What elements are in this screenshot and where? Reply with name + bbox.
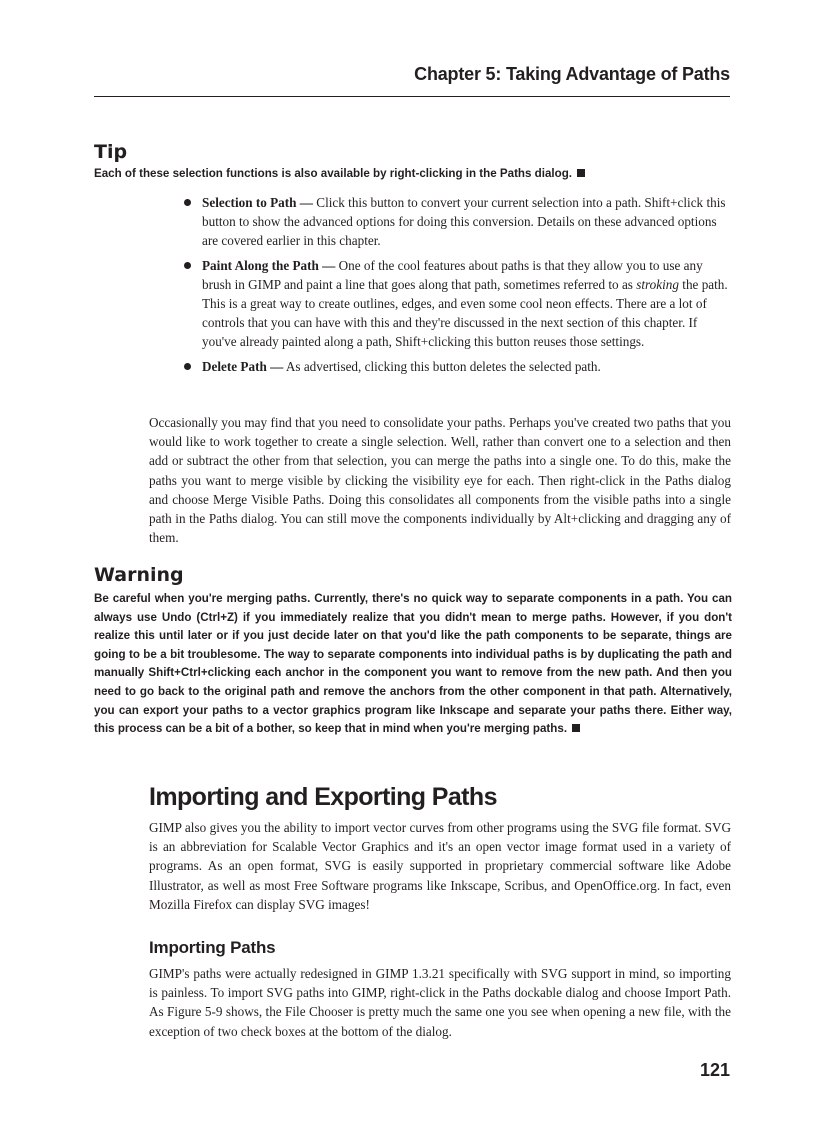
running-header: Chapter 5: Taking Advantage of Paths [414,64,730,84]
end-mark-icon [572,724,580,732]
consolidate-paragraph: Occasionally you may find that you need to consolidate your paths. Perhaps you've created two paths that you would like to work together to create a single selection. Well, rather than convert one to a selection and then add or subtract the other from that selection, you can merge the paths into a single one. To do this, make the paths you want to merge visible by clicking the visibility eye for each. Then right-click in the Paths dialog and choose Merge Visible Paths. Doing this consolidates all components from the visible paths into a single path in the Paths dialog. You can still move the components individually by Alt+clicking and dragging any of them. [149,415,731,546]
header-rule [94,96,730,97]
tip-label: Tip [94,141,128,163]
page-number: 121 [699,1060,730,1080]
warning-body: Be careful when you're merging paths. Currently, there's no quick way to separate components in a path. You can always use Undo (Ctrl+Z) if you immediately realize that you didn't mean to merge paths. However, if you don't realize this until later or if you just decide later on that you'd like the path components to be separate, things are going to be a bit troublesome. The way to separate components into individual paths is by duplicating the path and manually Shift+Ctrl+clicking each anchor in the component you want to remove from the new path. And then you need to go back to the original path and remove the anchors from the other component in that path. Alternatively, you can export your paths to a vector graphics program like Inkscape and separate your paths there. Either way, this process can be a bit of a bother, so keep that in mind when you're merging paths. [94,592,732,736]
bullet-icon [184,363,191,370]
list-item-term: Paint Along the Path — [202,257,336,273]
subsection-paragraph: GIMP's paths were actually redesigned in GIMP 1.3.21 specifically with SVG support in mind, so importing is painless. To import SVG paths into GIMP, right-click in the Paths dockable dialog and choose Import Path. As Figure 5-9 shows, the File Chooser is pretty much the same one you see when opening a new file, with the exception of two check boxes at the bottom of the dialog. [149,966,731,1039]
tip-body: Each of these selection functions is also available by right-clicking in the Paths dialog. [94,167,573,180]
end-mark-icon [577,169,585,177]
bullet-icon [184,262,191,269]
list-item-text: the path. This is a great way to create outlines, edges, and even some cool neon effects. There are a lot of controls that you can have with this and they're discussed in the next section of this chapter. If you've already painted along a path, Shift+clicking this button reuses those settings. [202,276,728,350]
warning-text [94,590,732,739]
list-item-text: As advertised, clicking this button deletes the selected path. [285,358,601,374]
bullet-icon [184,199,191,206]
list-item-term: Selection to Path — [202,195,313,210]
list-item [183,193,731,251]
list-item-emphasis: stroking [636,276,679,292]
tip-text [94,165,732,184]
list-item-text: One of the cool features about paths is that they allow you to use any brush in GIMP and paint a line that goes along that path, sometimes referred to as [202,257,703,292]
section-paragraph: GIMP also gives you the ability to import vector curves from other programs using the SVG file format. SVG is an abbreviation for Scalable Vector Graphics and it's an open vector image format used in a variety of programs. As an open format, SVG is easily supported in proprietary commercial software like Adobe Illustrator, as well as most Free Software programs like Inkscape, Scribus, and OpenOffice.org. In fact, even Mozilla Firefox can display SVG images! [149,820,731,912]
subsection-heading: Importing Paths [149,938,276,957]
list-item-text: Click this button to convert your current selection into a path. Shift+click this button to show the advanced options for doing this conversion. Details on these advanced options are covered earlier in this chapter. [202,195,726,249]
list-item-term: Delete Path — [202,358,284,374]
button-list [183,193,731,381]
list-item [183,357,731,376]
list-item [183,256,731,352]
warning-label: Warning [94,564,184,586]
section-heading: Importing and Exporting Paths [149,783,497,811]
